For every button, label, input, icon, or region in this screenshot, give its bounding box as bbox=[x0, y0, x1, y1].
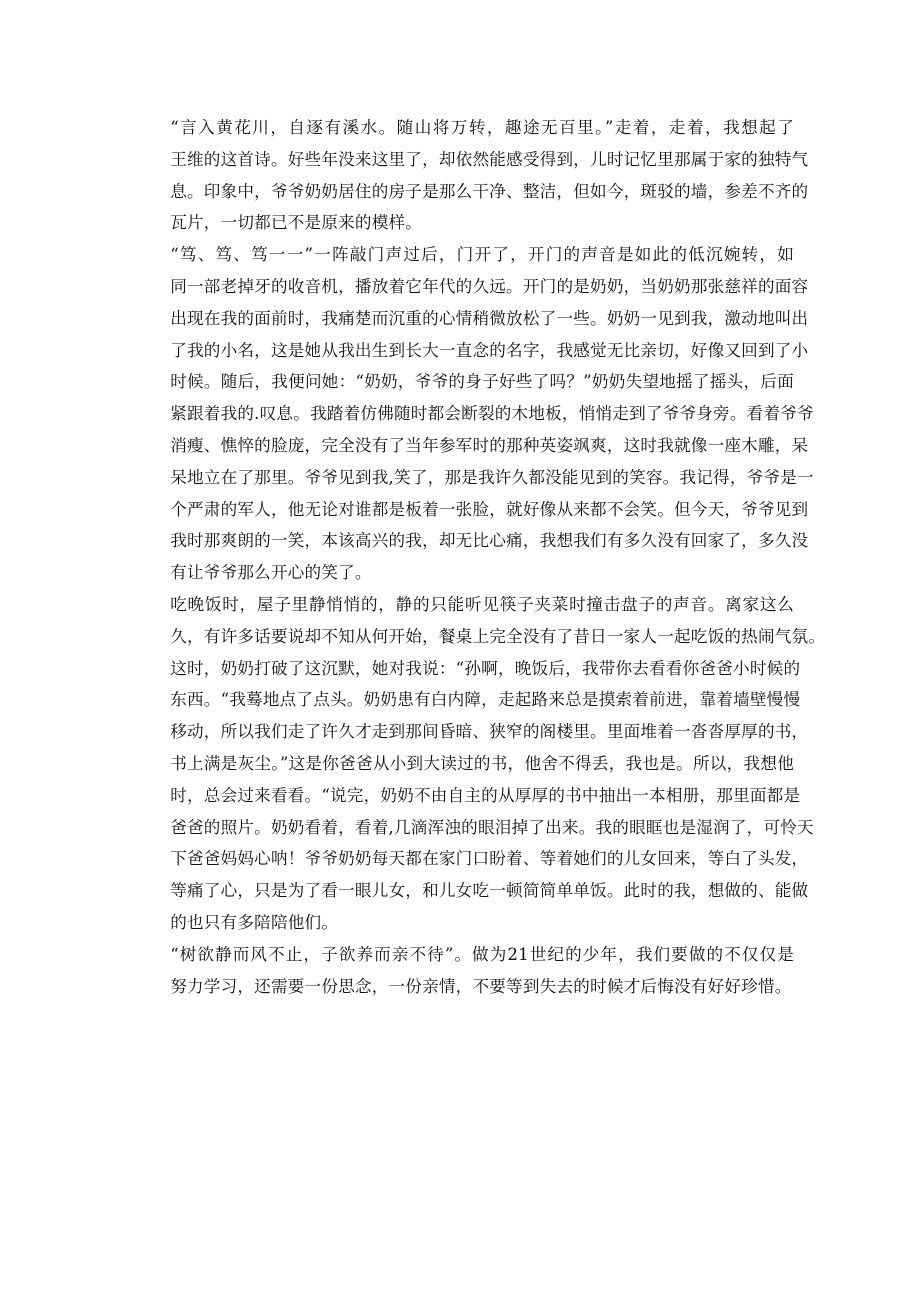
paragraph-line: “笃、笃、笃一一”一阵敲门声过后，门开了，开门的声音是如此的低沉婉转，如 bbox=[170, 245, 794, 265]
paragraph-line: 息。印象中，爷爷奶奶居住的房子是那么干净、整洁，但如今，斑驳的墙，参差不齐的 bbox=[170, 181, 809, 201]
paragraph-3 bbox=[137, 589, 826, 939]
paragraph-2 bbox=[137, 239, 814, 589]
paragraph-line: “言入黄花川，自逐有溪水。随山将万转，趣途无百里。”走着，走着，我想起了 bbox=[170, 118, 794, 137]
paragraph-line: 我时那爽朗的一笑，本该高兴的我，却无比心痛，我想我们有多久没有回家了，多久没 bbox=[170, 531, 809, 551]
paragraph-1 bbox=[137, 112, 809, 239]
paragraph-line: 书上满是灰尘。”这是你爸爸从小到大读过的书，他舍不得丢，我也是。所以，我想他 bbox=[170, 753, 794, 773]
paragraph-line: 了我的小名，这是她从我出生到长大一直念的名字，我感觉无比亲切，好像又回到了小 bbox=[170, 340, 809, 360]
paragraph-line: 呆地立在了那里。爷爷见到我,笑了，那是我许久都没能见到的笑容。我记得，爷爷是一 bbox=[170, 467, 814, 487]
paragraph-line: 瓦片，一切都已不是原来的模样。 bbox=[170, 213, 423, 233]
paragraph-line: 时候。随后，我便问她：“奶奶，爷爷的身子好些了吗？”奶奶失望地摇了摇头，后面 bbox=[170, 372, 794, 392]
paragraph-line: 东西。“我蓦地点了点头。奶奶患有白内障，走起路来总是摸索着前进，靠着墙壁慢慢 bbox=[170, 690, 801, 710]
paragraph-line: 移动，所以我们走了许久才走到那间昏暗、狭窄的阁楼里。里面堆着一沓沓厚厚的书， bbox=[170, 722, 809, 742]
paragraph-line: 紧跟着我的.叹息。我踏着仿佛随时都会断裂的木地板，悄悄走到了爷爷身旁。看着爷爷 bbox=[170, 404, 814, 424]
paragraph-line: 爸爸的照片。奶奶看着，看着,几滴浑浊的眼泪掉了出来。我的眼眶也是湿润了，可怜天 bbox=[170, 817, 814, 837]
paragraph-line: 等痛了心，只是为了看一眼儿女，和儿女吃一顿简简单单饭。此时的我，想做的、能做 bbox=[170, 881, 809, 901]
paragraph-line: 个严肃的军人，他无论对谁都是板着一张脸，就好像从来都不会笑。但今天，爷爷见到 bbox=[170, 499, 809, 519]
essay-body bbox=[137, 112, 826, 1002]
paragraph-line: 同一部老掉牙的收音机，播放着它年代的久远。开门的是奶奶，当奶奶那张慈祥的面容 bbox=[170, 276, 809, 296]
paragraph-line: 努力学习，还需要一份思念，一份亲情，不要等到失去的时候才后悔没有好好珍惜。 bbox=[170, 976, 792, 996]
paragraph-line: 久，有许多话要说却不知从何开始，餐桌上完全没有了昔日一家人一起吃饭的热闹气氛。 bbox=[170, 626, 826, 646]
paragraph-line: 时，总会过来看看。“说完，奶奶不由自主的从厚厚的书中抽出一本相册，那里面都是 bbox=[170, 785, 801, 805]
paragraph-line: 下爸爸妈妈心呐！爷爷奶奶每天都在家门口盼着、等着她们的儿女回来，等白了头发， bbox=[170, 849, 809, 869]
paragraph-line: 这时，奶奶打破了这沉默，她对我说：“孙啊，晚饭后，我带你去看看你爸爸小时候的 bbox=[170, 658, 801, 678]
paragraph-4 bbox=[137, 939, 794, 1003]
paragraph-line: 消瘦、憔悴的脸庞，完全没有了当年参军时的那种英姿飒爽，这时我就像一座木雕，呆 bbox=[170, 435, 809, 455]
paragraph-line: 有让爷爷那么开心的笑了。 bbox=[170, 563, 372, 583]
paragraph-line: “树欲静而风不止，子欲养而亲不待”。做为21世纪的少年，我们要做的不仅仅是 bbox=[170, 944, 794, 964]
paragraph-line: 出现在我的面前时，我痛楚而沉重的心情稍微放松了一些。奶奶一见到我，激动地叫出 bbox=[170, 308, 809, 328]
paragraph-line: 的也只有多陪陪他们。 bbox=[170, 912, 339, 932]
paragraph-line: 吃晚饭时，屋子里静悄悄的，静的只能听见筷子夹菜时撞击盘子的声音。离家这么 bbox=[170, 594, 794, 614]
paragraph-line: 王维的这首诗。好些年没来这里了，却依然能感受得到，儿时记忆里那属于家的独特气 bbox=[170, 149, 809, 169]
